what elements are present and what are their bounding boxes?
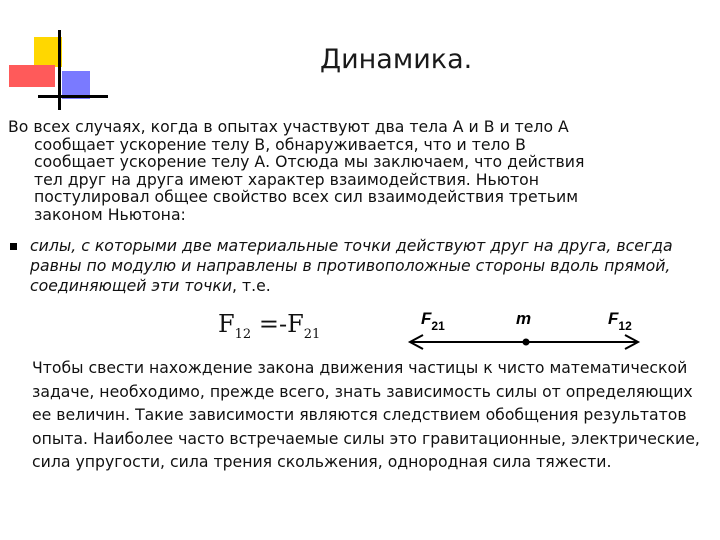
intro-line-2: сообщает ускорение телу В, обнаруживается, что и тело В [34, 134, 526, 154]
intro-line-3: сообщает ускорение телу А. Отсюда мы заключаем, что действия [34, 152, 585, 171]
intro-line-1: Во всех случаях, когда в опытах участвуют два тела А и В и тело А [8, 117, 569, 136]
logo-horizontal-line [38, 95, 108, 98]
intro-line-4: тел друг на друга имеют характер взаимодействия. Ньютон [34, 169, 539, 189]
formula-lhs-sub: 12 [234, 326, 252, 342]
formula-lhs: F [218, 310, 235, 338]
bullet-newton-third-law [30, 236, 700, 296]
formula-operator: =- [251, 310, 288, 338]
force-diagram [405, 302, 645, 352]
logo-vertical-line [58, 30, 61, 110]
intro-line-6: законом Ньютона: [34, 204, 186, 224]
formula-rhs: F [287, 310, 304, 338]
logo-red-block [9, 65, 55, 87]
bullet-italic-text: силы, с которыми две материальные точки действуют друг на друга, всегда равны по модулю и направлены в противоположные стороны вдоль прямой, соединяющей эти точки [30, 236, 673, 295]
intro-line-5: постулировал общее свойство всех сил взаимодействия третьим [34, 187, 579, 206]
paragraph-force-dependence: Чтобы свести нахождение закона движения частицы к чисто математической задаче, необходимо, прежде всего, знать зависимость силы от определяющих ее величин. Такие зависимости являются следствием обобщения результатов опыта. Наиболее часто встречаемые силы это гравитационные, электрические, сила упругости, сила трения скольжения, однородная сила тяжести. [32, 358, 700, 472]
mass-point [523, 339, 530, 346]
label-f21: $F_{21}$ [421, 309, 445, 333]
bullet-square-icon [10, 243, 17, 250]
label-f12: $F_{12}$ [608, 309, 632, 333]
intro-paragraph [8, 118, 698, 223]
bullet-tail-text: , т.е. [232, 276, 271, 295]
label-m: m [516, 309, 532, 328]
slide-title: Динамика. [320, 44, 473, 75]
formula-rhs-sub: 21 [303, 326, 321, 342]
formula-third-law [218, 310, 320, 342]
